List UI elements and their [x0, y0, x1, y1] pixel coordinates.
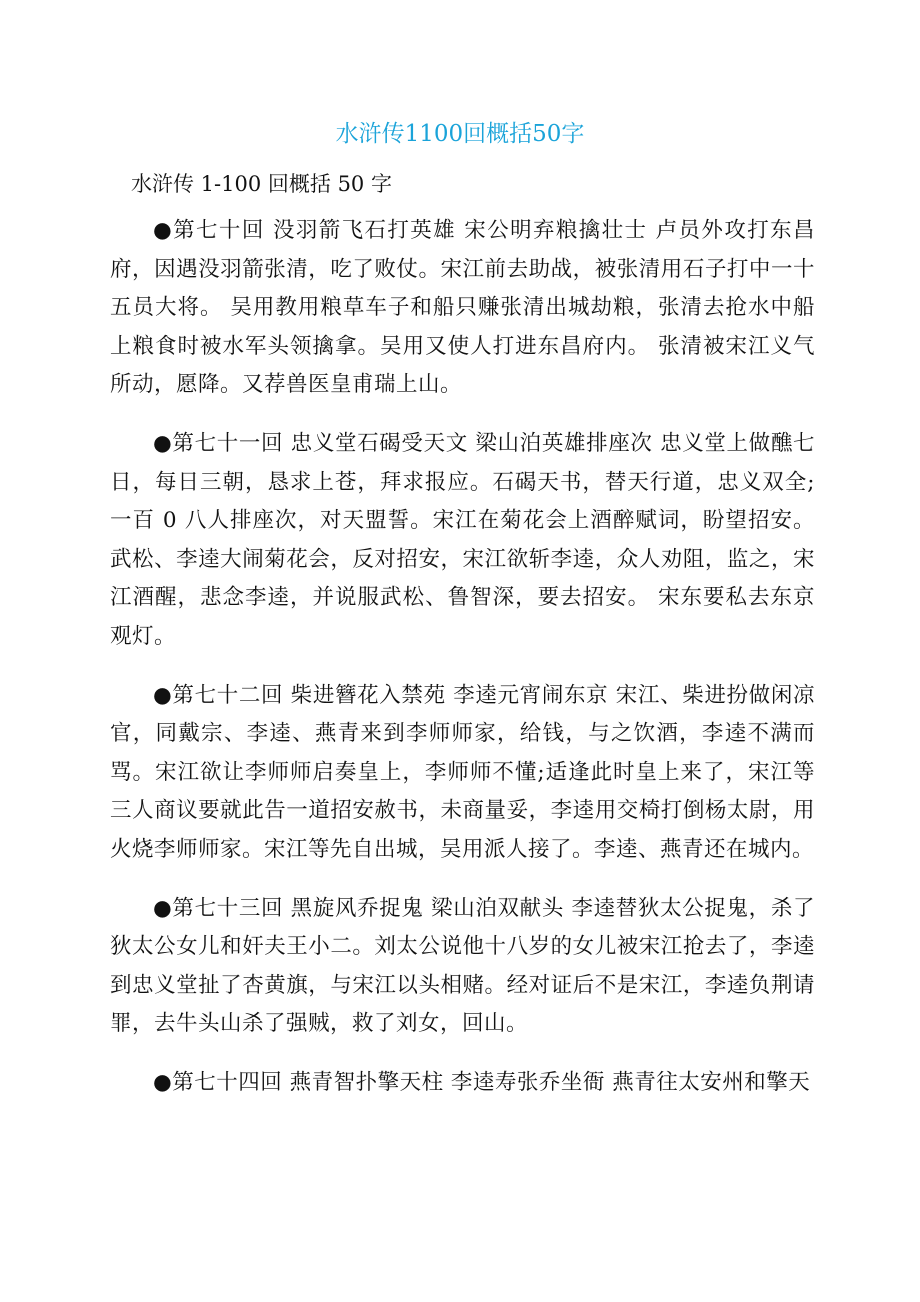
document-body: [110, 212, 815, 1122]
paragraph-chapter-73: ●第七十三回 黑旋风乔捉鬼 梁山泊双献头 李逵替狄太公捉鬼，杀了狄太公女儿和奸夫王小二。刘太公说他十八岁的女儿被宋江抢去了，李逵到忠义堂扯了杏黄旗，与宋江以头相赌。经对证后不是宋江，李逵负荆请罪，去牛头山杀了强贼，救了刘女，回山。: [110, 895, 815, 1037]
document-title: 水浒传1100回概括50字: [335, 121, 585, 147]
document-subtitle: 水浒传 1-100 回概括 50 字: [131, 172, 392, 196]
paragraph-chapter-72: ●第七十二回 柴进簪花入禁苑 李逵元宵闹东京 宋江、柴进扮做闲凉官，同戴宗、李逵、燕青来到李师师家，给钱，与之饮酒，李逵不满而骂。宋江欲让李师师启奏皇上，李师师不懂;适逢此时皇上来了，宋江等三人商议要就此告一道招安赦书，未商量妥，李逵用交椅打倒杨太尉，用火烧李师师家。宋江等先自出城，吴用派人接了。李逵、燕青还在城内。: [110, 682, 815, 862]
paragraph-chapter-71: ●第七十一回 忠义堂石碣受天文 梁山泊英雄排座次 忠义堂上做醮七日，每日三朝，恳求上苍，拜求报应。石碣天书，替天行道，忠义双全;一百 0 八人排座次，对天盟誓。宋江在菊花会上酒醉赋词，盼望招安。武松、李逵大闹菊花会，反对招安，宋江欲斩李逵，众人劝阻，监之，宋江酒醒，悲念李逵，并说服武松、鲁智深，要去招安。 宋东要私去东京观灯。: [110, 430, 815, 649]
paragraph-chapter-70: ●第七十回 没羽箭飞石打英雄 宋公明弃粮擒壮士 卢员外攻打东昌府，因遇没羽箭张清，吃了败仗。宋江前去助战，被张清用石子打中一十五员大将。 吴用教用粮草车子和船只赚张清出城劫粮，张清去抢水中船上粮食时被水军头领擒拿。吴用又使人打进东昌府内。 张清被宋江义气所动，愿降。又荐兽医皇甫瑞上山。: [110, 218, 815, 398]
paragraph-chapter-74: ●第七十四回 燕青智扑擎天柱 李逵寿张乔坐衙 燕青往太安州和擎天: [153, 1069, 811, 1095]
